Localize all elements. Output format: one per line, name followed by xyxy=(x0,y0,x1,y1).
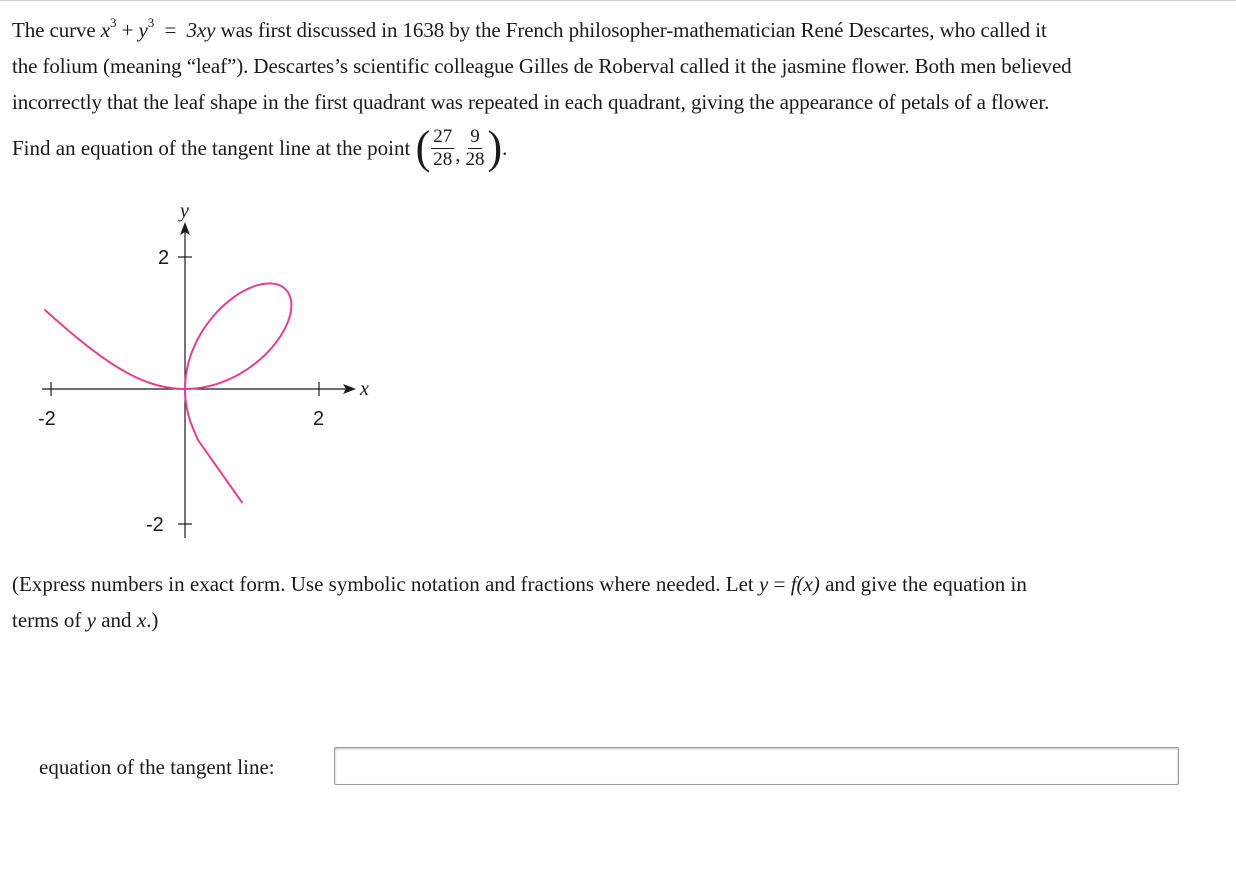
instructions-equals: = xyxy=(773,572,786,596)
math-plus: + xyxy=(121,18,134,42)
top-divider xyxy=(0,0,1236,1)
math-y: y xyxy=(138,18,148,42)
exponent-x: 3 xyxy=(110,15,117,30)
instructions-line-1a: (Express numbers in exact form. Use symbolic notation and fractions where needed. Let xyxy=(12,572,754,596)
close-paren: ) xyxy=(487,121,503,174)
x-tick-label-pos: 2 xyxy=(313,408,325,430)
instructions-line-1b: and give the equation in xyxy=(825,572,1027,596)
instructions-fx: f(x) xyxy=(790,572,820,596)
math-equals: = xyxy=(164,18,177,42)
folium-curve xyxy=(44,283,291,503)
tangent-line-input[interactable] xyxy=(334,747,1179,785)
point-comma: , xyxy=(455,141,461,166)
instructions-var-x: x xyxy=(136,608,147,632)
point-x-fraction xyxy=(431,126,454,171)
answer-label: equation of the tangent line: xyxy=(39,755,275,779)
point-y-denominator: 28 xyxy=(465,148,485,170)
math-x: x xyxy=(100,18,111,42)
open-paren: ( xyxy=(415,121,431,174)
find-text: Find an equation of the tangent line at the point xyxy=(12,135,411,160)
question-prefix: The curve xyxy=(12,18,96,42)
question-text xyxy=(12,12,1234,120)
question-line-1 xyxy=(12,12,1234,48)
point-y-fraction xyxy=(463,126,486,171)
question-line-3: incorrectly that the leaf shape in the first quadrant was repeated in each quadrant, giving the appearance of petals of a flower. xyxy=(12,90,1050,114)
y-tick-label-neg: -2 xyxy=(146,514,164,536)
question-line-1-rest: was first discussed in 1638 by the French philosopher-mathematician René Descartes, who called it xyxy=(220,18,1047,42)
folium-graph xyxy=(0,190,400,540)
x-axis-label: x xyxy=(360,378,369,400)
question-line-2: the folium (meaning “leaf”). Descartes’s scientific colleague Gilles de Roberval called it the jasmine flower. Both men believed xyxy=(12,54,1072,78)
point-x-numerator: 27 xyxy=(433,125,453,147)
math-rhs: 3xy xyxy=(186,18,216,42)
find-tangent-prompt xyxy=(12,118,507,178)
instructions-var-y: y xyxy=(759,572,769,596)
exponent-y: 3 xyxy=(147,15,155,30)
y-axis-label: y xyxy=(180,200,189,222)
instructions-text xyxy=(12,566,1222,638)
instructions-line-2a: terms of xyxy=(12,608,82,632)
point-period: . xyxy=(502,135,508,160)
x-tick-label-neg: -2 xyxy=(38,408,56,430)
point-y-numerator: 9 xyxy=(470,125,480,147)
point-x-denominator: 28 xyxy=(433,148,453,170)
instructions-line-2-end: .) xyxy=(146,608,159,632)
y-tick-label-pos: 2 xyxy=(158,247,170,269)
instructions-var-y-2: y xyxy=(86,608,96,632)
instructions-and: and xyxy=(101,608,132,632)
